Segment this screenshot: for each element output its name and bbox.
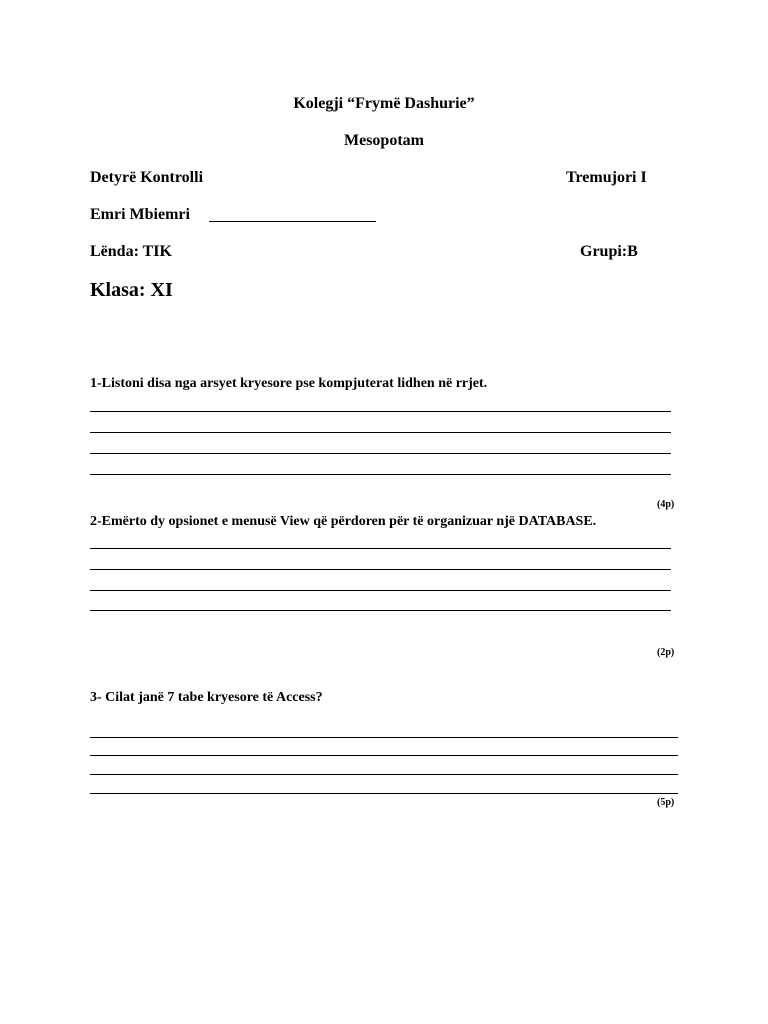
answer-line[interactable]	[90, 590, 671, 591]
question-3-points: (5p)	[657, 797, 675, 808]
question-1-points: (4p)	[657, 499, 675, 510]
subject-label: Lënda: TIK	[90, 243, 172, 260]
answer-line[interactable]	[90, 569, 671, 570]
answer-line[interactable]	[90, 411, 671, 412]
term-label: Tremujori I	[566, 169, 647, 186]
school-name: Kolegji “Frymë Dashurie”	[293, 95, 475, 112]
answer-line[interactable]	[90, 737, 678, 738]
question-1-text: 1-Listoni disa nga arsyet kryesore pse kompjuterat lidhen në rrjet.	[90, 376, 488, 391]
answer-line[interactable]	[90, 793, 678, 794]
answer-line[interactable]	[90, 474, 671, 475]
test-type: Detyrë Kontrolli	[90, 169, 204, 186]
answer-line[interactable]	[90, 774, 678, 775]
class-label: Klasa: XI	[90, 279, 173, 301]
question-2-points: (2p)	[657, 647, 675, 658]
question-3-text: 3- Cilat janë 7 tabe kryesore të Access?	[90, 690, 323, 705]
answer-line[interactable]	[90, 548, 671, 549]
answer-line[interactable]	[90, 453, 671, 454]
name-label: Emri Mbiemri	[90, 206, 190, 223]
answer-line[interactable]	[90, 755, 678, 756]
answer-line[interactable]	[90, 432, 671, 433]
question-2-text: 2-Emërto dy opsionet e menusë View që përdoren për të organizuar një DATABASE.	[90, 514, 597, 529]
answer-line[interactable]	[90, 610, 671, 611]
group-label: Grupi:B	[580, 243, 638, 260]
name-blank-line[interactable]	[209, 221, 376, 222]
school-location: Mesopotam	[344, 132, 424, 149]
